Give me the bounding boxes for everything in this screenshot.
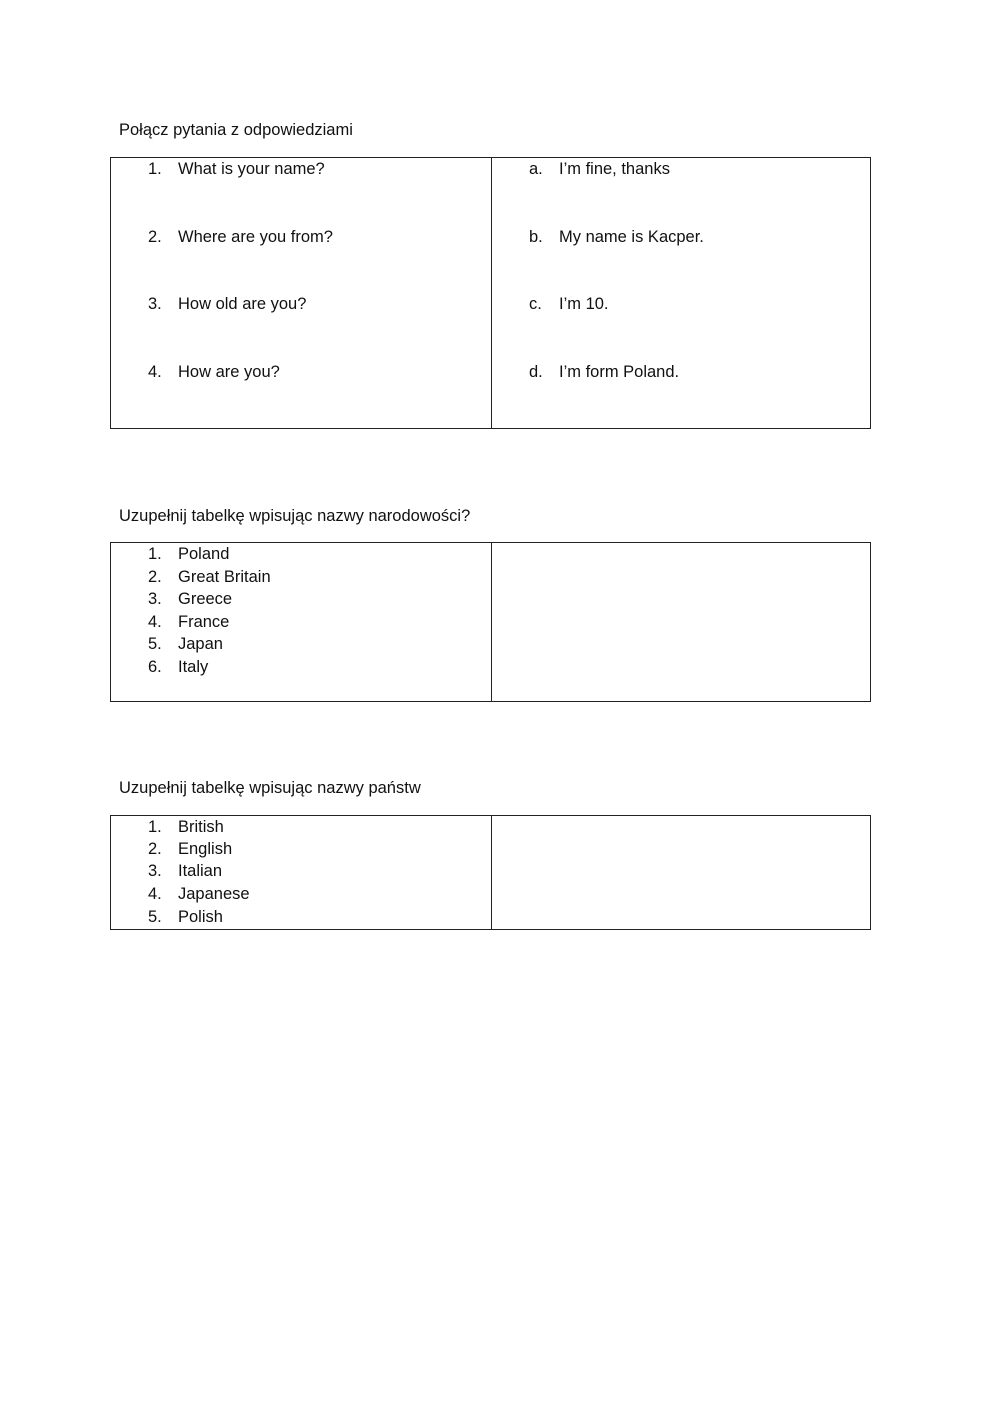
table-divider bbox=[491, 543, 492, 701]
list-item: 3. Italian bbox=[148, 862, 223, 880]
section2-heading: Uzupełnij tabelkę wpisując nazwy narodowości? bbox=[119, 507, 471, 525]
question-item: 1. What is your name? bbox=[148, 160, 325, 178]
section3-heading: Uzupełnij tabelkę wpisując nazwy państw bbox=[119, 779, 421, 797]
question-item: 3. How old are you? bbox=[148, 295, 307, 313]
list-item: 1. British bbox=[148, 818, 224, 836]
countries-table bbox=[110, 815, 871, 930]
list-item: 2. Great Britain bbox=[148, 568, 271, 586]
answer-item: b. My name is Kacper. bbox=[529, 228, 704, 246]
list-item: 6. Italy bbox=[148, 658, 209, 676]
list-item: 1. Poland bbox=[148, 545, 230, 563]
section1-heading: Połącz pytania z odpowiedziami bbox=[119, 121, 353, 139]
answer-item: d. I’m form Poland. bbox=[529, 363, 680, 381]
answer-item: a. I’m fine, thanks bbox=[529, 160, 670, 178]
list-item: 4. France bbox=[148, 613, 230, 631]
table-divider bbox=[491, 816, 492, 929]
list-item: 5. Japan bbox=[148, 635, 223, 653]
matching-table bbox=[110, 157, 871, 429]
table-divider bbox=[491, 158, 492, 428]
question-item: 2. Where are you from? bbox=[148, 228, 333, 246]
list-item: 3. Greece bbox=[148, 590, 233, 608]
nationalities-table bbox=[110, 542, 871, 702]
list-item: 5. Polish bbox=[148, 908, 223, 926]
answer-item: c. I’m 10. bbox=[529, 295, 609, 313]
question-item: 4. How are you? bbox=[148, 363, 280, 381]
list-item: 2. English bbox=[148, 840, 233, 858]
list-item: 4. Japanese bbox=[148, 885, 250, 903]
